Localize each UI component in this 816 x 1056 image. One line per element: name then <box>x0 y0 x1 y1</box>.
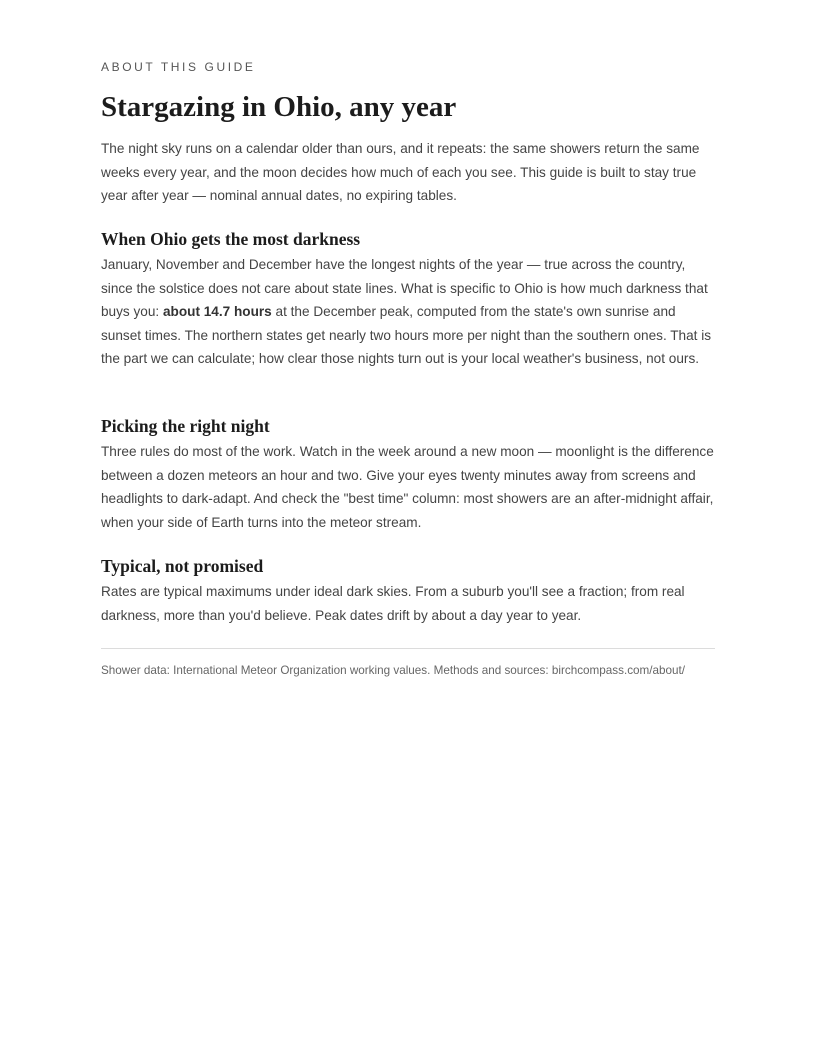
section-heading-picking-night: Picking the right night <box>101 416 270 436</box>
darkness-text-after: at the December peak, computed from the state's own sunrise and sunset times. The northern states get nearly two hours more per night than the southern ones. That is the part we can calculate; how clear those nights turn out is your local weather's business, not ours. <box>101 304 712 367</box>
section-body-darkness <box>101 253 715 371</box>
section-eyebrow: ABOUT THIS GUIDE <box>101 60 256 74</box>
page-title: Stargazing in Ohio, any year <box>101 91 457 123</box>
section-heading-darkness: When Ohio gets the most darkness <box>101 229 361 249</box>
intro-paragraph: The night sky runs on a calendar older than ours, and it repeats: the same showers return the same weeks every year, and the moon decides how much of each you see. This guide is built to stay true year after year — nominal annual dates, no expiring tables. <box>101 141 700 204</box>
section-heading-typical: Typical, not promised <box>101 556 264 576</box>
footer-divider <box>101 648 715 649</box>
footer-sources: Shower data: International Meteor Organization working values. Methods and sources: birchcompass.com/about/ <box>101 664 686 677</box>
section-body-typical: Rates are typical maximums under ideal dark skies. From a suburb you'll see a fraction; from real darkness, more than you'd believe. Peak dates drift by about a day year to year. <box>101 584 685 623</box>
darkness-text-before: January, November and December have the longest nights of the year — true across the country, since the solstice does not care about state lines. What is specific to Ohio is how much darkness that buys you: <box>101 257 708 320</box>
section-body-picking-night: Three rules do most of the work. Watch in the week around a new moon — moonlight is the difference between a dozen meteors an hour and two. Give your eyes twenty minutes away from screens and headlights to dark-adapt. And check the "best time" column: most showers are an after-midnight affair, when your side of Earth turns into the meteor stream. <box>101 444 714 530</box>
darkness-hours-highlight: about 14.7 hours <box>162 304 272 320</box>
